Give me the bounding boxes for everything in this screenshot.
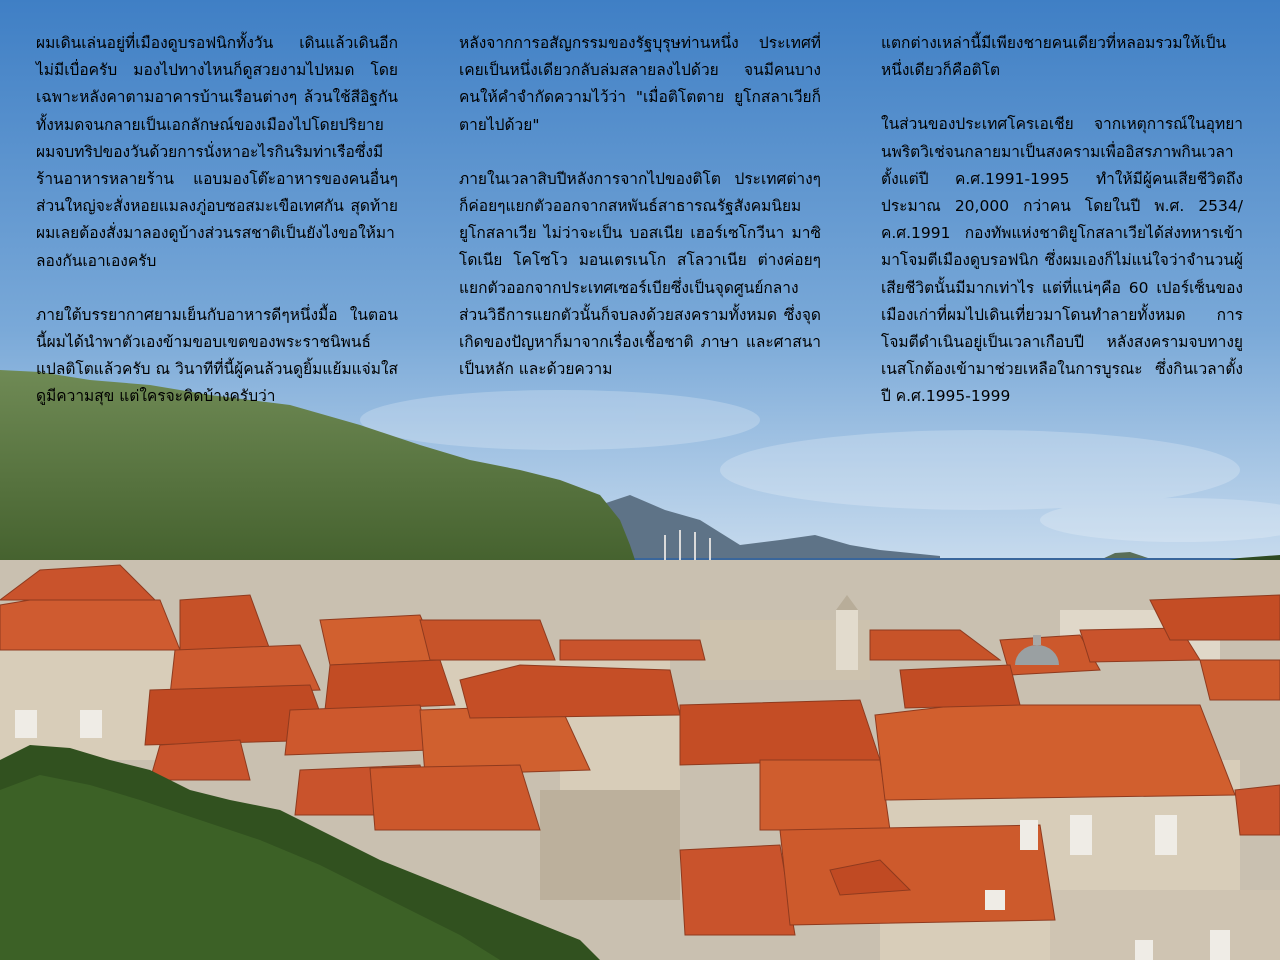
text-column-2 xyxy=(459,30,821,410)
text-column-3 xyxy=(881,30,1243,438)
bell-tower xyxy=(836,595,858,670)
text-column-1 xyxy=(36,30,398,438)
paragraph: ผมเดินเล่นอยู่ที่เมืองดูบรอฟนิกทั้งวัน เดินแล้วเดินอีกไม่มีเบื่อครับ มองไปทางไหนก็ดูสวยงามไปหมด โดยเฉพาะหลังคาตามอาคารบ้านเรือนต่างๆ ล้วนใช้สีอิฐกันทั้งหมดจนกลายเป็นเอกลักษณ์ของเมืองไปโดยปริยาย ผมจบทริปของวันด้วยการนั่งหาอะไรกินริมท่าเรือซึ่งมีร้านอาหารหลายร้าน แอบมองโต๊ะอาหารของคนอื่นๆส่วนใหญ่จะสั่งหอยแมลงภู่อบซอสมะเขือเทศกัน สุดท้ายผมเลยต้องสั่งมาลองดูบ้างส่วนรสชาติเป็นยังไงขอให้มาลองกันเอาเองครับ xyxy=(36,34,398,270)
paragraph: ในส่วนของประเทศโครเอเชีย จากเหตุการณ์ในอุทยานพริตวิเช่จนกลายมาเป็นสงครามเพื่ออิสรภาพกินเวลาตั้งแต่ปี ค.ศ.1991-1995 ทำให้มีผู้คนเสียชีวิตถึงประมาณ 20,000 กว่าคน โดยในปี พ.ศ. 2534/ค.ศ.1991 กองทัพแห่งชาติยูโกสลาเวียได้ส่งทหารเข้ามาโจมตีเมืองดูบรอฟนิก ซึ่งผมเองก็ไม่แน่ใจว่าจำนวนผู้เสียชีวิตนั้นมีมากเท่าไร แต่ที่แน่ๆคือ 60 เปอร์เซ็นของเมืองเก่าที่ผมไปเดินเที่ยวมาโดนทำลายทั้งหมด การโจมตีดำเนินอยู่เป็นเวลาเกือบปี หลังสงครามจบทางยูเนสโกต้องเข้ามาช่วยเหลือในการบูรณะ ซึ่งกินเวลาตั้งปี ค.ศ.1995-1999 xyxy=(881,115,1243,406)
paragraph: แตกต่างเหล่านี้มีเพียงชายคนเดียวที่หลอมรวมให้เป็นหนึ่งเดียวก็คือติโต xyxy=(881,34,1227,80)
paragraph: หลังจากการอสัญกรรมของรัฐบุรุษท่านหนึ่ง ประเทศที่เคยเป็นหนึ่งเดียวกลับล่มสลายลงไปด้วย จนมีคนบางคนให้คำจำกัดความไว้ว่า "เมื่อติโตตาย ยูโกสลาเวียก็ตายไปด้วย" xyxy=(459,34,821,134)
paragraph: ภายในเวลาสิบปีหลังการจากไปของติโต ประเทศต่างๆก็ค่อยๆแยกตัวออกจากสหพันธ์สาธารณรัฐสังคมนิยมยูโกสลาเวีย ไม่ว่าจะเป็น บอสเนีย เฮอร์เซโกวีนา มาซิโดเนีย โคโซโว มอนเตรเนโก สโลวาเนีย ต่างค่อยๆแยกตัวออกจากประเทศเซอร์เบียซึ่งเป็นจุดศูนย์กลาง ส่วนวิธีการแยกตัวนั้นก็จบลงด้วยสงครามทั้งหมด ซึ่งจุดเกิดของปัญหาก็มาจากเรื่องเชื้อชาติ ภาษา และศาสนา เป็นหลัก และด้วยความ xyxy=(459,169,821,379)
paragraph: ภายใต้บรรยากาศยามเย็นกับอาหารดีๆหนึ่งมื้อ ในตอนนี้ผมได้นำพาตัวเองข้ามขอบเขตของพระราชนิพนธ์แปลติโตแล้วครับ ณ วินาทีที่นี้ผู้คนล้วนดูยิ้มแย้มแจ่มใสดูมีความสุข แต่ใครจะคิดบ้างครับว่า xyxy=(36,305,398,406)
